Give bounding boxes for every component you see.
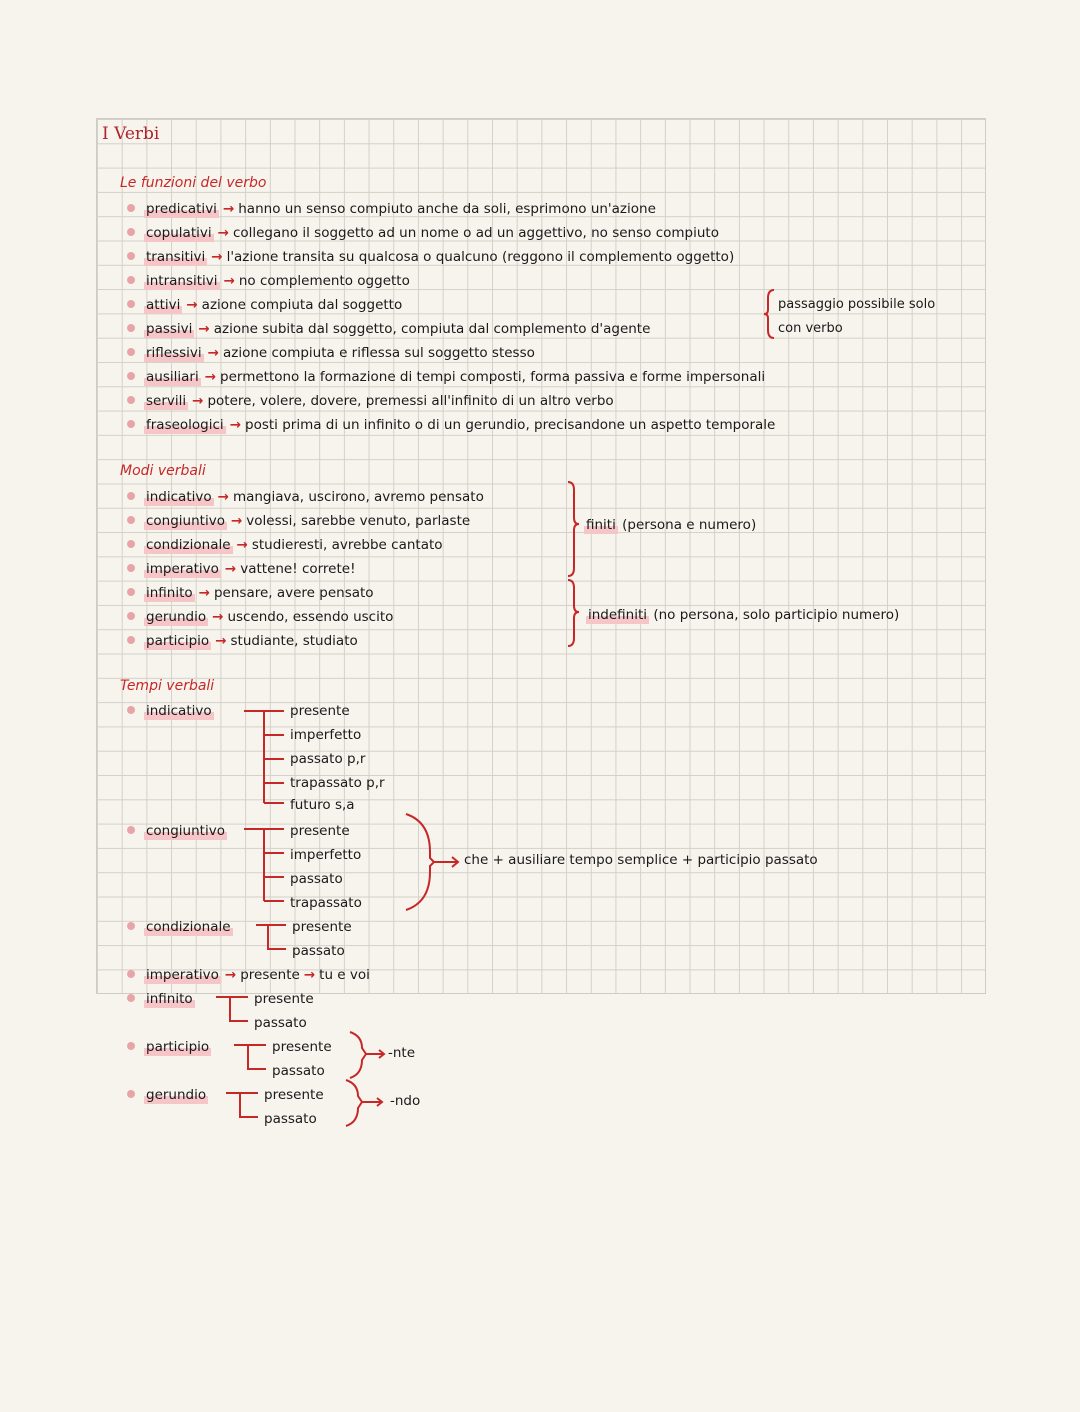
section-heading-modi: Modi verbali [120,463,206,479]
list-item: gerundio → uscendo, essendo uscito [146,609,394,625]
tempi-term-imperativo: imperativo → presente → tu e voi [146,967,370,983]
list-item: infinito → pensare, avere pensato [146,585,374,601]
list-item: passivi → azione subita dal soggetto, compiuta dal complemento d'agente [146,321,651,337]
tempi-term-condizionale: condizionale [146,919,231,935]
bracket-congiuntivo [404,812,460,912]
tense-item: trapassato p,r [290,775,385,791]
bullet-icon [127,516,135,524]
page-title: I Verbi [102,124,160,144]
bullet-icon [127,276,135,284]
list-item: congiuntivo → volessi, sarebbe venuto, parlaste [146,513,471,529]
bullet-icon [127,324,135,332]
bullet-icon [127,396,135,404]
note-passaggio-1: passaggio possibile solo [778,297,936,312]
tense-item: passato [264,1111,317,1127]
tempi-term-gerundio: gerundio [146,1087,207,1103]
bullet-icon [127,204,135,212]
list-item: servili → potere, volere, dovere, premessi all'infinito di un altro verbo [146,393,614,409]
tense-item: trapassato [290,895,362,911]
bullet-icon [127,1042,135,1050]
section-heading-tempi: Tempi verbali [120,678,215,694]
tense-item: imperfetto [290,847,362,863]
note-gerundio: -ndo [390,1093,421,1109]
tree-connector-infinito [216,994,252,1024]
tree-connector-congiuntivo [244,826,288,906]
list-item: participio → studiante, studiato [146,633,358,649]
note-passaggio-2: con verbo [778,321,843,336]
bullet-icon [127,588,135,596]
list-item: transitivi → l'azione transita su qualcosa o qualcuno (reggono il complemento oggetto) [146,249,735,265]
tense-item: passato [292,943,345,959]
bullet-icon [127,994,135,1002]
list-item: intransitivi → no complemento oggetto [146,273,410,289]
bullet-icon [127,252,135,260]
list-item: attivi → azione compiuta dal soggetto [146,297,403,313]
bullet-icon [127,300,135,308]
section-heading-funzioni: Le funzioni del verbo [120,175,267,191]
list-item: ausiliari → permettono la formazione di tempi composti, forma passiva e forme impersonali [146,369,766,385]
tree-connector-participio [234,1042,270,1072]
bullet-icon [127,826,135,834]
tempi-term-indicativo: indicativo [146,703,212,719]
list-item: imperativo → vattene! correte! [146,561,356,577]
tense-item: presente [290,823,350,839]
tense-item: presente [254,991,314,1007]
tense-item: presente [272,1039,332,1055]
bracket-finiti-indefiniti [566,480,580,650]
list-item: copulativi → collegano il soggetto ad un nome o ad un aggettivo, no senso compiuto [146,225,719,241]
list-item: condizionale → studieresti, avrebbe cantato [146,537,443,553]
tree-connector-gerundio [226,1090,262,1120]
bullet-icon [127,1090,135,1098]
tree-connector-indicativo [244,708,288,808]
bracket-gerundio [344,1078,386,1130]
note-congiuntivo: che + ausiliare tempo semplice + participio passato [464,852,818,868]
bracket-participio [348,1030,386,1082]
tense-item: passato [254,1015,307,1031]
tense-item: passato p,r [290,751,366,767]
note-indefiniti: indefiniti (no persona, solo participio numero) [588,607,900,623]
tense-item: presente [292,919,352,935]
bracket-passaggio [764,288,776,340]
note-finiti: finiti (persona e numero) [586,517,757,533]
bullet-icon [127,372,135,380]
list-item: fraseologici → posti prima di un infinito o di un gerundio, precisandone un aspetto temporale [146,417,776,433]
bullet-icon [127,706,135,714]
bullet-icon [127,612,135,620]
tempi-term-participio: participio [146,1039,210,1055]
bullet-icon [127,540,135,548]
note-participio: -nte [388,1045,416,1061]
bullet-icon [127,492,135,500]
bullet-icon [127,922,135,930]
bullet-icon [127,420,135,428]
bullet-icon [127,348,135,356]
tense-item: passato [290,871,343,887]
list-item: indicativo → mangiava, uscirono, avremo pensato [146,489,484,505]
tense-item: presente [264,1087,324,1103]
tense-item: passato [272,1063,325,1079]
bullet-icon [127,970,135,978]
bullet-icon [127,228,135,236]
tense-item: presente [290,703,350,719]
tempi-term-infinito: infinito [146,991,193,1007]
bullet-icon [127,564,135,572]
bullet-icon [127,636,135,644]
tree-connector-condizionale [256,922,290,952]
tense-item: imperfetto [290,727,362,743]
list-item: predicativi → hanno un senso compiuto anche da soli, esprimono un'azione [146,201,656,217]
list-item: riflessivi → azione compiuta e riflessa sul soggetto stesso [146,345,535,361]
tense-item: futuro s,a [290,797,355,813]
tempi-term-congiuntivo: congiuntivo [146,823,225,839]
